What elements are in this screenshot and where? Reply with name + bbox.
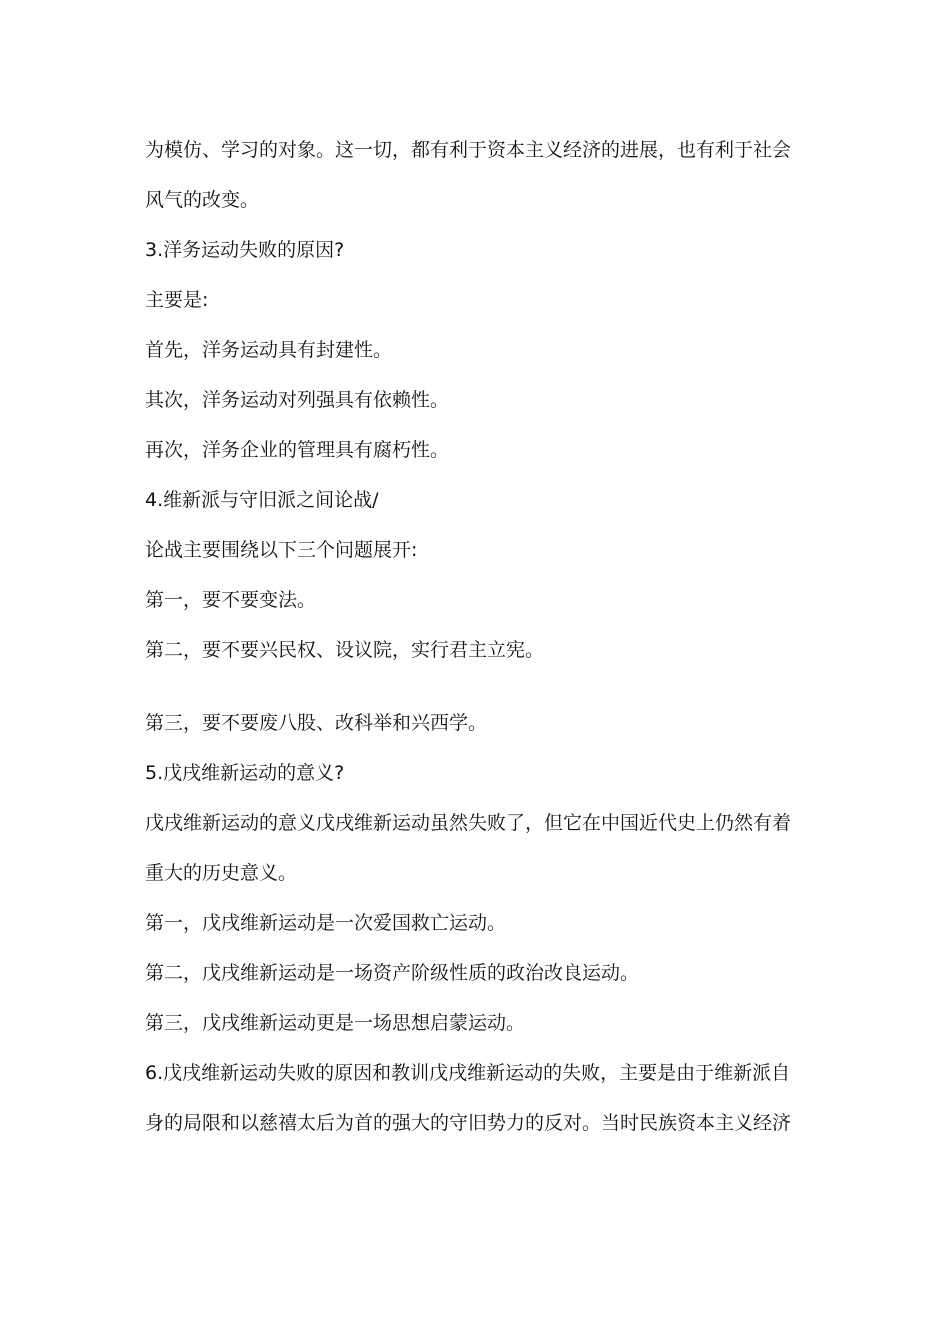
text-line: 第二，要不要兴民权、设议院，实行君主立宪。 <box>145 639 545 661</box>
text-line: 其次，洋务运动对列强具有依赖性。 <box>145 389 450 411</box>
text-line: 第一，戊戌维新运动是一次爱国救亡运动。 <box>145 912 507 934</box>
text-line: 第一，要不要变法。 <box>145 589 317 611</box>
text-line: 戊戌维新运动的意义戊戌维新运动虽然失败了，但它在中国近代史上仍然有着 <box>145 812 792 834</box>
text-line: 首先，洋务运动具有封建性。 <box>145 339 393 361</box>
text-line: 风气的改变。 <box>145 189 260 211</box>
section-heading: 4.维新派与守旧派之间论战/ <box>145 489 379 511</box>
section-heading: 5.戊戌维新运动的意义? <box>145 762 345 784</box>
text-line: 为模仿、学习的对象。这一切，都有利于资本主义经济的进展，也有利于社会 <box>145 139 792 161</box>
text-line: 第三，戊戌维新运动更是一场思想启蒙运动。 <box>145 1012 526 1034</box>
text-line: 再次，洋务企业的管理具有腐朽性。 <box>145 439 450 461</box>
text-line: 主要是: <box>145 289 209 311</box>
text-line: 论战主要围绕以下三个问题展开: <box>145 539 418 561</box>
text-line: 重大的历史意义。 <box>145 862 298 884</box>
text-line: 第三，要不要废八股、改科举和兴西学。 <box>145 712 488 734</box>
text-line: 第二，戊戌维新运动是一场资产阶级性质的政治改良运动。 <box>145 962 640 984</box>
section-heading: 6.戊戌维新运动失败的原因和教训戊戌维新运动的失败，主要是由于维新派自 <box>145 1062 791 1084</box>
text-line: 身的局限和以慈禧太后为首的强大的守旧势力的反对。当时民族资本主义经济 <box>145 1112 792 1134</box>
section-heading: 3.洋务运动失败的原因? <box>145 239 345 261</box>
